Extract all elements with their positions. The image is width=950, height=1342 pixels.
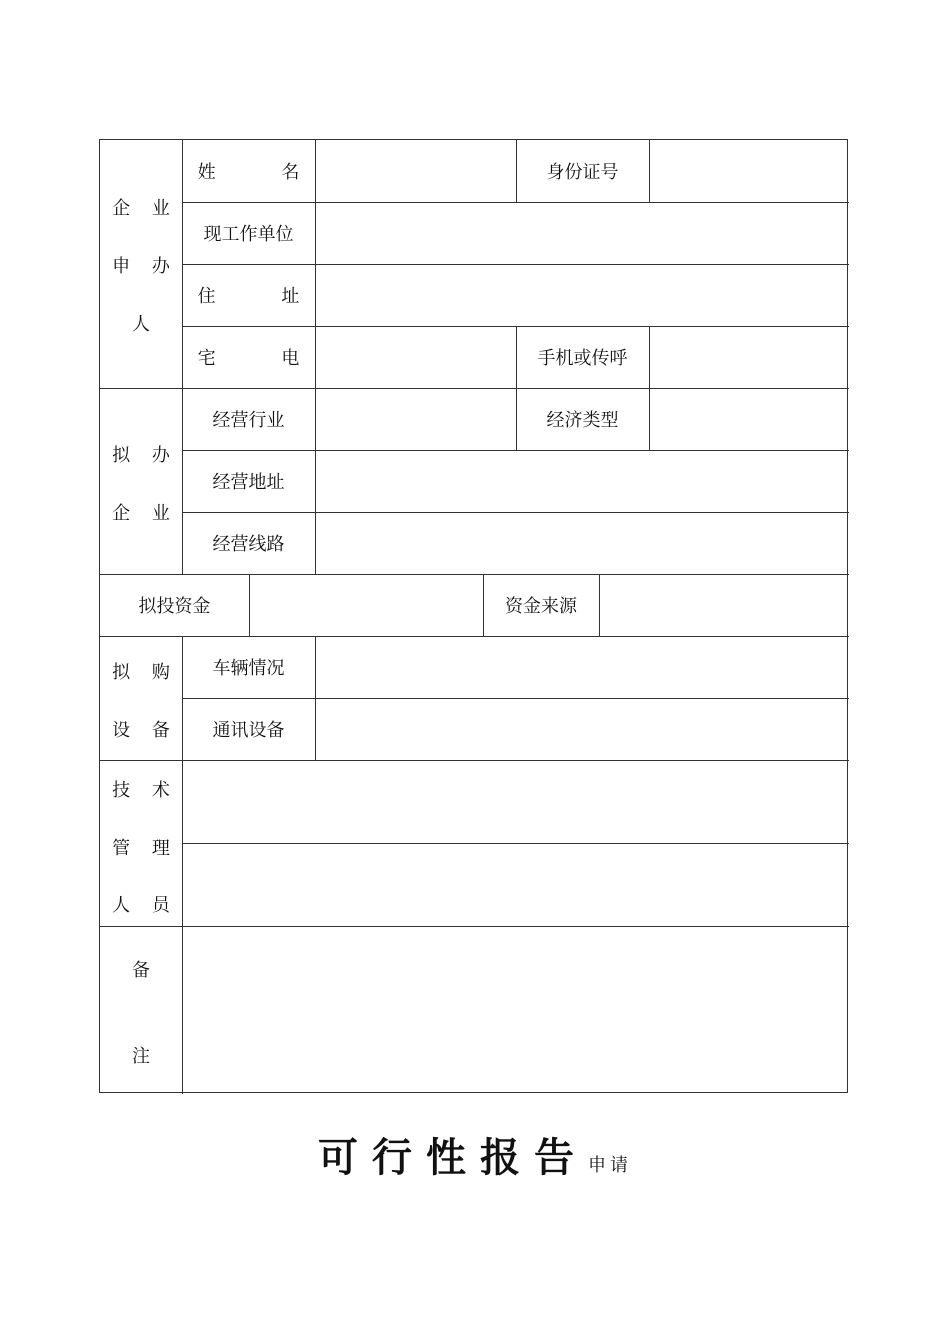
workplace-label: 现工作单位 (203, 224, 294, 245)
applicant-section-label (100, 140, 182, 388)
section-label-line: 设 备 (112, 720, 178, 741)
funding-source-field[interactable] (599, 574, 849, 636)
mobile-field[interactable] (649, 326, 849, 388)
section-label-line: 人 (132, 314, 158, 335)
economic-type-label: 经济类型 (546, 410, 619, 431)
section-label-line: 拟 办 (112, 445, 178, 466)
title-sub: 申请 (588, 1155, 632, 1176)
id-number-field[interactable] (649, 140, 849, 202)
name-field[interactable] (315, 140, 516, 202)
workplace-field[interactable] (315, 202, 849, 264)
section-label-line: 注 (132, 1046, 158, 1067)
home-phone-label: 宅 电 (197, 348, 330, 369)
funding-source-label: 资金来源 (505, 596, 577, 617)
section-label-line: 拟 购 (112, 662, 178, 683)
vehicle-field[interactable] (315, 636, 849, 698)
title-main: 可行性报告 (318, 1134, 588, 1181)
vehicle-label: 车辆情况 (212, 658, 285, 679)
tech-staff-field-2[interactable] (182, 843, 849, 926)
business-address-label: 经营地址 (212, 472, 285, 493)
section-label-line: 人 员 (112, 895, 178, 916)
section-label-line: 备 (132, 960, 158, 981)
investment-label: 拟投资金 (138, 596, 211, 617)
remarks-field[interactable] (182, 926, 849, 1094)
route-label: 经营线路 (212, 534, 285, 555)
address-label: 住 址 (197, 286, 330, 307)
enterprise-section-label (100, 388, 182, 574)
section-label-line: 技 术 (112, 780, 178, 801)
home-phone-field[interactable] (315, 326, 516, 388)
communication-field[interactable] (315, 698, 849, 760)
route-field[interactable] (315, 512, 849, 574)
economic-type-field[interactable] (649, 388, 849, 450)
investment-field[interactable] (249, 574, 483, 636)
tech-staff-section-label (100, 760, 182, 926)
equipment-section-label (100, 636, 182, 760)
section-label-line: 企 业 (112, 198, 178, 219)
industry-field[interactable] (315, 388, 516, 450)
application-form-table (99, 139, 848, 1093)
id-number-label: 身份证号 (546, 162, 619, 183)
document-title (0, 1126, 950, 1183)
section-label-line: 企 业 (112, 503, 178, 524)
section-label-line: 管 理 (112, 838, 178, 859)
address-field[interactable] (315, 264, 849, 326)
communication-label: 通讯设备 (212, 720, 285, 741)
remarks-section-label (100, 926, 182, 1094)
tech-staff-field-1[interactable] (182, 760, 849, 843)
industry-label: 经营行业 (212, 410, 285, 431)
business-address-field[interactable] (315, 450, 849, 512)
name-label: 姓 名 (197, 162, 330, 183)
section-label-line: 申 办 (112, 256, 178, 277)
mobile-label: 手机或传呼 (537, 348, 628, 369)
